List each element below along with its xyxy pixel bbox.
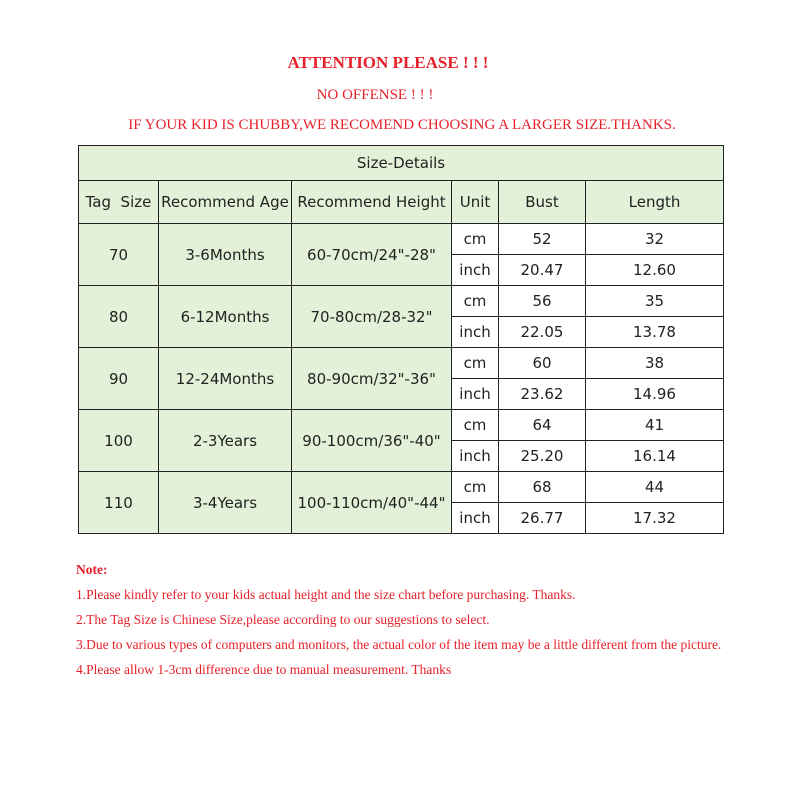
unit-cell: cm bbox=[452, 410, 499, 441]
col-header-length: Length bbox=[586, 181, 724, 224]
bust-cell: 60 bbox=[499, 348, 586, 379]
bust-cell: 26.77 bbox=[499, 503, 586, 534]
col-header-unit: Unit bbox=[452, 181, 499, 224]
no-offense-text: NO OFFENSE ! ! ! bbox=[316, 87, 434, 103]
table-row bbox=[79, 286, 724, 317]
note-line-3: 3.Due to various types of computers and monitors, the actual color of the item may be a little different from the picture. bbox=[76, 637, 722, 652]
unit-cell: cm bbox=[452, 348, 499, 379]
col-header-tag-size: Tag Size bbox=[79, 181, 159, 224]
unit-cell: inch bbox=[452, 379, 499, 410]
height-cell: 60-70cm/24"-28" bbox=[292, 224, 452, 286]
length-cell: 12.60 bbox=[586, 255, 724, 286]
unit-cell: inch bbox=[452, 441, 499, 472]
bust-cell: 52 bbox=[499, 224, 586, 255]
notes-section bbox=[76, 562, 721, 687]
column-header-row bbox=[79, 181, 724, 224]
size-details-table bbox=[78, 145, 724, 534]
unit-cell: cm bbox=[452, 472, 499, 503]
bust-cell: 20.47 bbox=[499, 255, 586, 286]
length-cell: 13.78 bbox=[586, 317, 724, 348]
unit-cell: cm bbox=[452, 224, 499, 255]
unit-cell: inch bbox=[452, 503, 499, 534]
table-row bbox=[79, 224, 724, 255]
age-cell: 12-24Months bbox=[159, 348, 292, 410]
age-cell: 6-12Months bbox=[159, 286, 292, 348]
tag-size-cell: 90 bbox=[79, 348, 159, 410]
bust-cell: 56 bbox=[499, 286, 586, 317]
attention-heading: ATTENTION PLEASE ! ! ! bbox=[287, 53, 489, 72]
table-row bbox=[79, 410, 724, 441]
length-cell: 16.14 bbox=[586, 441, 724, 472]
table-title: Size-Details bbox=[79, 146, 724, 181]
unit-cell: inch bbox=[452, 317, 499, 348]
chubby-advice-text: IF YOUR KID IS CHUBBY,WE RECOMEND CHOOSING A LARGER SIZE.THANKS. bbox=[128, 117, 676, 133]
bust-cell: 22.05 bbox=[499, 317, 586, 348]
tag-size-cell: 100 bbox=[79, 410, 159, 472]
note-line-1: 1.Please kindly refer to your kids actual height and the size chart before purchasing. Thanks. bbox=[76, 587, 576, 602]
length-cell: 41 bbox=[586, 410, 724, 441]
table-row bbox=[79, 348, 724, 379]
notes-title: Note: bbox=[76, 562, 108, 577]
height-cell: 80-90cm/32"-36" bbox=[292, 348, 452, 410]
age-cell: 2-3Years bbox=[159, 410, 292, 472]
height-cell: 100-110cm/40"-44" bbox=[292, 472, 452, 534]
height-cell: 70-80cm/28-32" bbox=[292, 286, 452, 348]
note-line-4: 4.Please allow 1-3cm difference due to manual measurement. Thanks bbox=[76, 662, 452, 677]
age-cell: 3-6Months bbox=[159, 224, 292, 286]
length-cell: 17.32 bbox=[586, 503, 724, 534]
bust-cell: 68 bbox=[499, 472, 586, 503]
bust-cell: 25.20 bbox=[499, 441, 586, 472]
height-cell: 90-100cm/36"-40" bbox=[292, 410, 452, 472]
col-header-bust: Bust bbox=[499, 181, 586, 224]
col-header-age: Recommend Age bbox=[159, 181, 292, 224]
note-line-2: 2.The Tag Size is Chinese Size,please according to our suggestions to select. bbox=[76, 612, 490, 627]
tag-size-cell: 70 bbox=[79, 224, 159, 286]
age-cell: 3-4Years bbox=[159, 472, 292, 534]
bust-cell: 23.62 bbox=[499, 379, 586, 410]
length-cell: 44 bbox=[586, 472, 724, 503]
length-cell: 35 bbox=[586, 286, 724, 317]
length-cell: 14.96 bbox=[586, 379, 724, 410]
tag-size-cell: 80 bbox=[79, 286, 159, 348]
unit-cell: cm bbox=[452, 286, 499, 317]
length-cell: 38 bbox=[586, 348, 724, 379]
tag-size-cell: 110 bbox=[79, 472, 159, 534]
table-row bbox=[79, 472, 724, 503]
unit-cell: inch bbox=[452, 255, 499, 286]
length-cell: 32 bbox=[586, 224, 724, 255]
col-header-height: Recommend Height bbox=[292, 181, 452, 224]
bust-cell: 64 bbox=[499, 410, 586, 441]
